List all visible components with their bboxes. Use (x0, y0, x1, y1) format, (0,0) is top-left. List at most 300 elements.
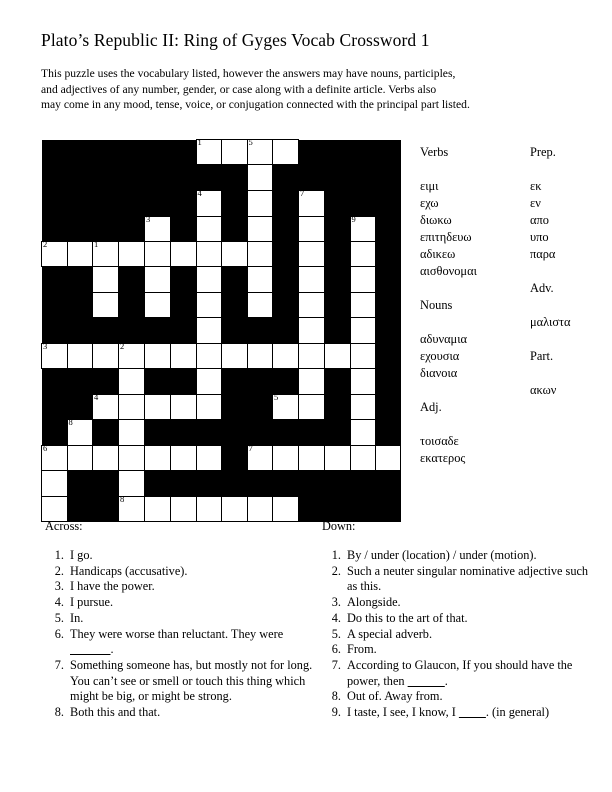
crossword-block (93, 317, 119, 343)
crossword-cell[interactable] (93, 292, 119, 317)
clue-answer-blank (459, 705, 486, 719)
crossword-block (273, 216, 299, 242)
crossword-block (145, 471, 171, 497)
clue-item: 3. I have the power. (67, 579, 313, 595)
crossword-block (273, 165, 299, 191)
vocabulary-column-left (420, 144, 512, 467)
crossword-cell[interactable] (119, 394, 145, 420)
crossword-block (273, 191, 299, 217)
crossword-row (42, 140, 401, 165)
crossword-block (221, 471, 247, 497)
crossword-block (145, 368, 171, 394)
crossword-cell[interactable] (170, 394, 196, 420)
crossword-block (170, 191, 196, 217)
crossword-cell[interactable] (170, 446, 196, 471)
crossword-cell[interactable] (273, 343, 299, 368)
crossword-block (324, 267, 350, 293)
crossword-cell[interactable] (350, 420, 375, 446)
crossword-block (93, 191, 119, 217)
crossword-block (67, 471, 93, 497)
crossword-cell[interactable] (299, 446, 325, 471)
clue-item: 3. Alongside. (344, 595, 590, 611)
crossword-cell[interactable] (273, 140, 299, 165)
crossword-cell[interactable] (196, 317, 221, 343)
vocabulary-word: αδυναμια (420, 332, 468, 346)
crossword-cell[interactable] (93, 239, 119, 267)
crossword-cell[interactable] (93, 343, 119, 368)
crossword-cell[interactable] (119, 368, 145, 394)
vocabulary-heading: Part. (530, 349, 554, 363)
page-title: Plato’s Republic II: Ring of Gyges Vocab Crossword 1 (41, 30, 430, 50)
crossword-cell[interactable] (247, 165, 273, 191)
crossword-row (42, 317, 401, 343)
crossword-cell[interactable] (67, 417, 93, 446)
crossword-row (42, 267, 401, 293)
vocabulary-word: εχω (420, 196, 439, 210)
crossword-block (375, 368, 401, 394)
crossword-block (93, 165, 119, 191)
clue-item: 7. According to Glaucon, If you should have the power, then . (344, 658, 590, 689)
crossword-block (119, 317, 145, 343)
crossword-block (93, 368, 119, 394)
crossword-block (375, 191, 401, 217)
crossword-block (273, 420, 299, 446)
crossword-block (324, 471, 350, 497)
crossword-row (42, 471, 401, 497)
crossword-cell[interactable] (42, 443, 68, 471)
crossword-block (324, 368, 350, 394)
crossword-cell[interactable] (196, 497, 221, 522)
crossword-cell[interactable] (145, 343, 171, 368)
crossword-block (247, 420, 273, 446)
crossword-cell[interactable] (375, 446, 401, 471)
crossword-block (67, 267, 93, 293)
crossword-block (273, 471, 299, 497)
crossword-block (221, 446, 247, 471)
crossword-block (67, 292, 93, 317)
crossword-cell[interactable] (170, 497, 196, 522)
crossword-block (196, 165, 221, 191)
crossword-cell-number: 8 (120, 494, 125, 504)
crossword-cell[interactable] (145, 394, 171, 420)
clue-item: 7. Something someone has, but mostly not for long. You can’t see or smell or touch this thing which might be big, or might be strong. (67, 658, 313, 705)
crossword-cell-number: 2 (120, 340, 125, 351)
crossword-cell[interactable] (196, 343, 221, 368)
crossword-block (247, 394, 273, 420)
crossword-block (42, 191, 68, 217)
crossword-cell[interactable] (93, 267, 119, 293)
crossword-block (93, 471, 119, 497)
down-clue-list (322, 548, 590, 721)
crossword-cell-number: 3 (43, 340, 48, 351)
crossword-cell[interactable] (145, 446, 171, 471)
crossword-block (324, 317, 350, 343)
crossword-cell[interactable] (299, 317, 325, 343)
crossword-cell[interactable] (221, 242, 247, 267)
crossword-row (42, 292, 401, 317)
crossword-cell[interactable] (145, 242, 171, 267)
crossword-row (42, 191, 401, 217)
crossword-block (375, 420, 401, 446)
crossword-cell[interactable] (119, 242, 145, 267)
vocabulary-word: αδικεω (420, 247, 456, 261)
crossword-block (42, 368, 68, 394)
across-heading: Across: (45, 519, 83, 533)
crossword-cell[interactable] (221, 140, 247, 165)
vocabulary-word: ειμι (420, 179, 439, 193)
crossword-block (273, 242, 299, 267)
crossword-block (119, 140, 145, 165)
crossword-cell[interactable] (350, 242, 375, 267)
crossword-cell[interactable] (273, 446, 299, 471)
crossword-block (42, 394, 68, 420)
crossword-block (350, 165, 375, 191)
vocabulary-spacer (420, 161, 512, 178)
crossword-cell[interactable] (350, 368, 375, 394)
vocabulary-word: αισθονομαι (420, 264, 477, 278)
crossword-block (119, 292, 145, 317)
crossword-block (119, 165, 145, 191)
crossword-block (42, 317, 68, 343)
crossword-block (145, 140, 171, 165)
crossword-cell[interactable] (299, 343, 325, 368)
clue-item: 1. By / under (location) / under (motion). (344, 548, 590, 564)
crossword-block (170, 317, 196, 343)
vocabulary-word: ακων (530, 383, 557, 397)
clue-item: 2. Handicaps (accusative). (67, 564, 313, 580)
crossword-block (170, 292, 196, 317)
crossword-cell-number: 6 (43, 443, 48, 453)
crossword-row (42, 420, 401, 446)
crossword-block (67, 497, 93, 522)
crossword-row (42, 446, 401, 471)
crossword-cell[interactable] (299, 267, 325, 293)
crossword-cell[interactable] (67, 446, 93, 471)
clue-item: 1. I go. (67, 548, 313, 564)
down-clues-section (322, 519, 590, 721)
crossword-block (67, 165, 93, 191)
crossword-block (42, 165, 68, 191)
crossword-row (42, 368, 401, 394)
crossword-block (299, 140, 325, 165)
clue-item: 4. I pursue. (67, 595, 313, 611)
crossword-block (67, 317, 93, 343)
crossword-block (145, 191, 171, 217)
crossword-block (67, 140, 93, 165)
crossword-block (324, 242, 350, 267)
crossword-cell[interactable] (196, 446, 221, 471)
crossword-cell[interactable] (247, 216, 273, 242)
clue-item: 2. Such a neuter singular nominative adjective such as this. (344, 564, 590, 595)
vocabulary-spacer (530, 331, 610, 348)
crossword-block (375, 497, 401, 522)
crossword-cell-number: 3 (146, 213, 151, 224)
crossword-block (221, 267, 247, 293)
crossword-block (221, 394, 247, 420)
crossword-cell-number: 4 (94, 391, 99, 402)
clue-item: 8. Both this and that. (67, 705, 313, 721)
crossword-cell[interactable] (42, 340, 68, 368)
crossword-block (221, 165, 247, 191)
crossword-block (170, 471, 196, 497)
crossword-block (375, 165, 401, 191)
crossword-block (170, 420, 196, 446)
crossword-block (299, 420, 325, 446)
crossword-cell[interactable] (42, 497, 68, 522)
crossword-cell-number: 5 (274, 391, 279, 402)
clue-answer-blank (70, 642, 111, 656)
crossword-block (247, 471, 273, 497)
crossword-block (324, 394, 350, 420)
crossword-block (42, 267, 68, 293)
crossword-cell-number: 1 (197, 137, 202, 147)
crossword-block (67, 368, 93, 394)
crossword-cell[interactable] (67, 343, 93, 368)
crossword-cell[interactable] (350, 343, 375, 368)
crossword-block (247, 317, 273, 343)
crossword-cell[interactable] (119, 471, 145, 497)
crossword-block (273, 292, 299, 317)
crossword-row (42, 394, 401, 420)
crossword-cell[interactable] (196, 368, 221, 394)
instructions-line-2: and adjectives of any number, gender, or case along with a definite article. Verbs also (41, 82, 437, 96)
crossword-cell[interactable] (324, 343, 350, 368)
crossword-block (221, 191, 247, 217)
crossword-row (42, 216, 401, 242)
crossword-cell[interactable] (299, 188, 325, 217)
crossword-cell[interactable] (196, 242, 221, 267)
crossword-cell[interactable] (247, 443, 273, 471)
crossword-cell[interactable] (299, 394, 325, 420)
crossword-block (42, 292, 68, 317)
crossword-block (324, 420, 350, 446)
crossword-block (375, 292, 401, 317)
crossword-block (299, 165, 325, 191)
crossword-cell[interactable] (221, 343, 247, 368)
across-clue-list (45, 548, 313, 721)
crossword-block (324, 497, 350, 522)
crossword-cell[interactable] (324, 446, 350, 471)
crossword-cell[interactable] (350, 394, 375, 420)
crossword-cell[interactable] (196, 267, 221, 293)
vocabulary-word: διανοια (420, 366, 458, 380)
vocabulary-word: εν (530, 196, 541, 210)
crossword-cell[interactable] (350, 317, 375, 343)
instructions-line-1: This puzzle uses the vocabulary listed, however the answers may have nouns, participles, (41, 67, 456, 80)
crossword-block (170, 140, 196, 165)
crossword-cell[interactable] (93, 391, 119, 420)
vocabulary-spacer (420, 280, 512, 297)
crossword-cell[interactable] (247, 242, 273, 267)
crossword-row (42, 165, 401, 191)
crossword-block (42, 216, 68, 242)
instructions-paragraph (41, 66, 546, 113)
crossword-grid[interactable] (41, 139, 401, 522)
crossword-block (170, 267, 196, 293)
crossword-cell[interactable] (247, 292, 273, 317)
crossword-cell[interactable] (247, 267, 273, 293)
clue-item: 6. They were worse than reluctant. They were . (67, 627, 313, 658)
crossword-block (324, 292, 350, 317)
crossword-cell[interactable] (93, 446, 119, 471)
crossword-cell[interactable] (299, 368, 325, 394)
vocabulary-word: μαλιστα (530, 315, 571, 329)
clue-item: 6. From. (344, 642, 590, 658)
crossword-block (221, 292, 247, 317)
crossword-cell-number: 2 (43, 239, 48, 249)
crossword-cell[interactable] (119, 446, 145, 471)
vocabulary-spacer (530, 263, 610, 280)
crossword-block (196, 471, 221, 497)
crossword-block (375, 267, 401, 293)
crossword-cell-number: 4 (197, 188, 202, 198)
crossword-block (221, 216, 247, 242)
crossword-block (375, 140, 401, 165)
crossword-block (196, 420, 221, 446)
crossword-block (93, 497, 119, 522)
crossword-block (67, 216, 93, 242)
crossword-block (145, 317, 171, 343)
crossword-block (119, 216, 145, 242)
crossword-block (170, 368, 196, 394)
crossword-block (221, 368, 247, 394)
vocabulary-spacer (530, 161, 610, 178)
crossword-cell[interactable] (170, 343, 196, 368)
vocabulary-heading: Prep. (530, 145, 556, 159)
crossword-cell[interactable] (273, 497, 299, 522)
crossword-block (170, 165, 196, 191)
crossword-cell[interactable] (170, 242, 196, 267)
crossword-cell[interactable] (196, 137, 221, 165)
crossword-block (375, 471, 401, 497)
crossword-block (93, 216, 119, 242)
crossword-block (145, 420, 171, 446)
crossword-block (375, 216, 401, 242)
crossword-cell[interactable] (196, 394, 221, 420)
crossword-block (170, 216, 196, 242)
vocabulary-heading: Verbs (420, 145, 449, 159)
crossword-cell[interactable] (196, 216, 221, 242)
crossword-cell[interactable] (221, 497, 247, 522)
crossword-cell[interactable] (119, 420, 145, 446)
vocabulary-spacer (420, 382, 512, 399)
crossword-block (324, 140, 350, 165)
crossword-cell[interactable] (196, 292, 221, 317)
clue-item: 8. Out of. Away from. (344, 689, 590, 705)
crossword-cell[interactable] (299, 216, 325, 242)
crossword-cell[interactable] (350, 292, 375, 317)
crossword-block (375, 317, 401, 343)
clue-item: 9. I taste, I see, I know, I . (in general) (344, 705, 590, 721)
crossword-cell[interactable] (145, 292, 171, 317)
crossword-cell-number: 5 (248, 137, 253, 147)
crossword-grid-container (41, 139, 401, 522)
crossword-block (67, 191, 93, 217)
crossword-block (375, 242, 401, 267)
crossword-block (375, 343, 401, 368)
crossword-block (273, 317, 299, 343)
crossword-cell[interactable] (350, 213, 375, 242)
crossword-cell[interactable] (119, 340, 145, 368)
crossword-block (119, 191, 145, 217)
crossword-block (350, 497, 375, 522)
crossword-cell[interactable] (145, 497, 171, 522)
vocabulary-spacer (420, 314, 512, 331)
crossword-cell-number: 9 (351, 213, 356, 224)
crossword-block (42, 140, 68, 165)
crossword-block (93, 140, 119, 165)
crossword-cell-number: 7 (300, 188, 305, 198)
vocabulary-spacer (530, 297, 610, 314)
crossword-block (350, 140, 375, 165)
clue-item: 5. In. (67, 611, 313, 627)
crossword-cell[interactable] (247, 343, 273, 368)
vocabulary-word: απο (530, 213, 549, 227)
clue-item: 4. Do this to the art of that. (344, 611, 590, 627)
vocabulary-heading: Adv. (530, 281, 554, 295)
crossword-cell[interactable] (247, 497, 273, 522)
vocabulary-word: διωκω (420, 213, 452, 227)
crossword-cell[interactable] (247, 137, 273, 165)
across-clues-section (45, 519, 313, 721)
down-heading: Down: (322, 519, 356, 533)
vocabulary-word: παρα (530, 247, 556, 261)
crossword-block (93, 420, 119, 446)
crossword-cell[interactable] (145, 267, 171, 293)
crossword-cell[interactable] (247, 191, 273, 217)
crossword-block (350, 191, 375, 217)
crossword-block (221, 420, 247, 446)
crossword-row (42, 242, 401, 267)
crossword-row (42, 343, 401, 368)
crossword-block (324, 216, 350, 242)
crossword-cell-number: 7 (248, 443, 253, 453)
crossword-cell[interactable] (350, 267, 375, 293)
crossword-cell[interactable] (273, 391, 299, 420)
vocabulary-heading: Adj. (420, 400, 442, 414)
crossword-cell[interactable] (42, 239, 68, 267)
vocabulary-heading: Nouns (420, 298, 453, 312)
crossword-block (42, 420, 68, 446)
crossword-cell[interactable] (67, 242, 93, 267)
clue-answer-blank (408, 674, 445, 688)
vocabulary-word: εκ (530, 179, 542, 193)
vocabulary-word: υπο (530, 230, 549, 244)
crossword-cell[interactable] (350, 446, 375, 471)
crossword-block (375, 394, 401, 420)
crossword-row (42, 497, 401, 522)
crossword-block (299, 471, 325, 497)
crossword-cell[interactable] (119, 494, 145, 522)
crossword-block (324, 191, 350, 217)
vocabulary-spacer (530, 365, 610, 382)
crossword-cell[interactable] (145, 213, 171, 242)
crossword-cell-number: 8 (68, 417, 73, 427)
vocabulary-spacer (420, 416, 512, 433)
crossword-cell[interactable] (42, 471, 68, 497)
crossword-block (273, 368, 299, 394)
crossword-block (119, 267, 145, 293)
crossword-block (350, 471, 375, 497)
crossword-block (145, 165, 171, 191)
vocabulary-word: εχουσια (420, 349, 460, 363)
crossword-cell[interactable] (299, 292, 325, 317)
vocabulary-word: εκατερος (420, 451, 466, 465)
crossword-block (221, 317, 247, 343)
crossword-block (247, 368, 273, 394)
crossword-cell[interactable] (196, 188, 221, 217)
crossword-cell[interactable] (299, 242, 325, 267)
